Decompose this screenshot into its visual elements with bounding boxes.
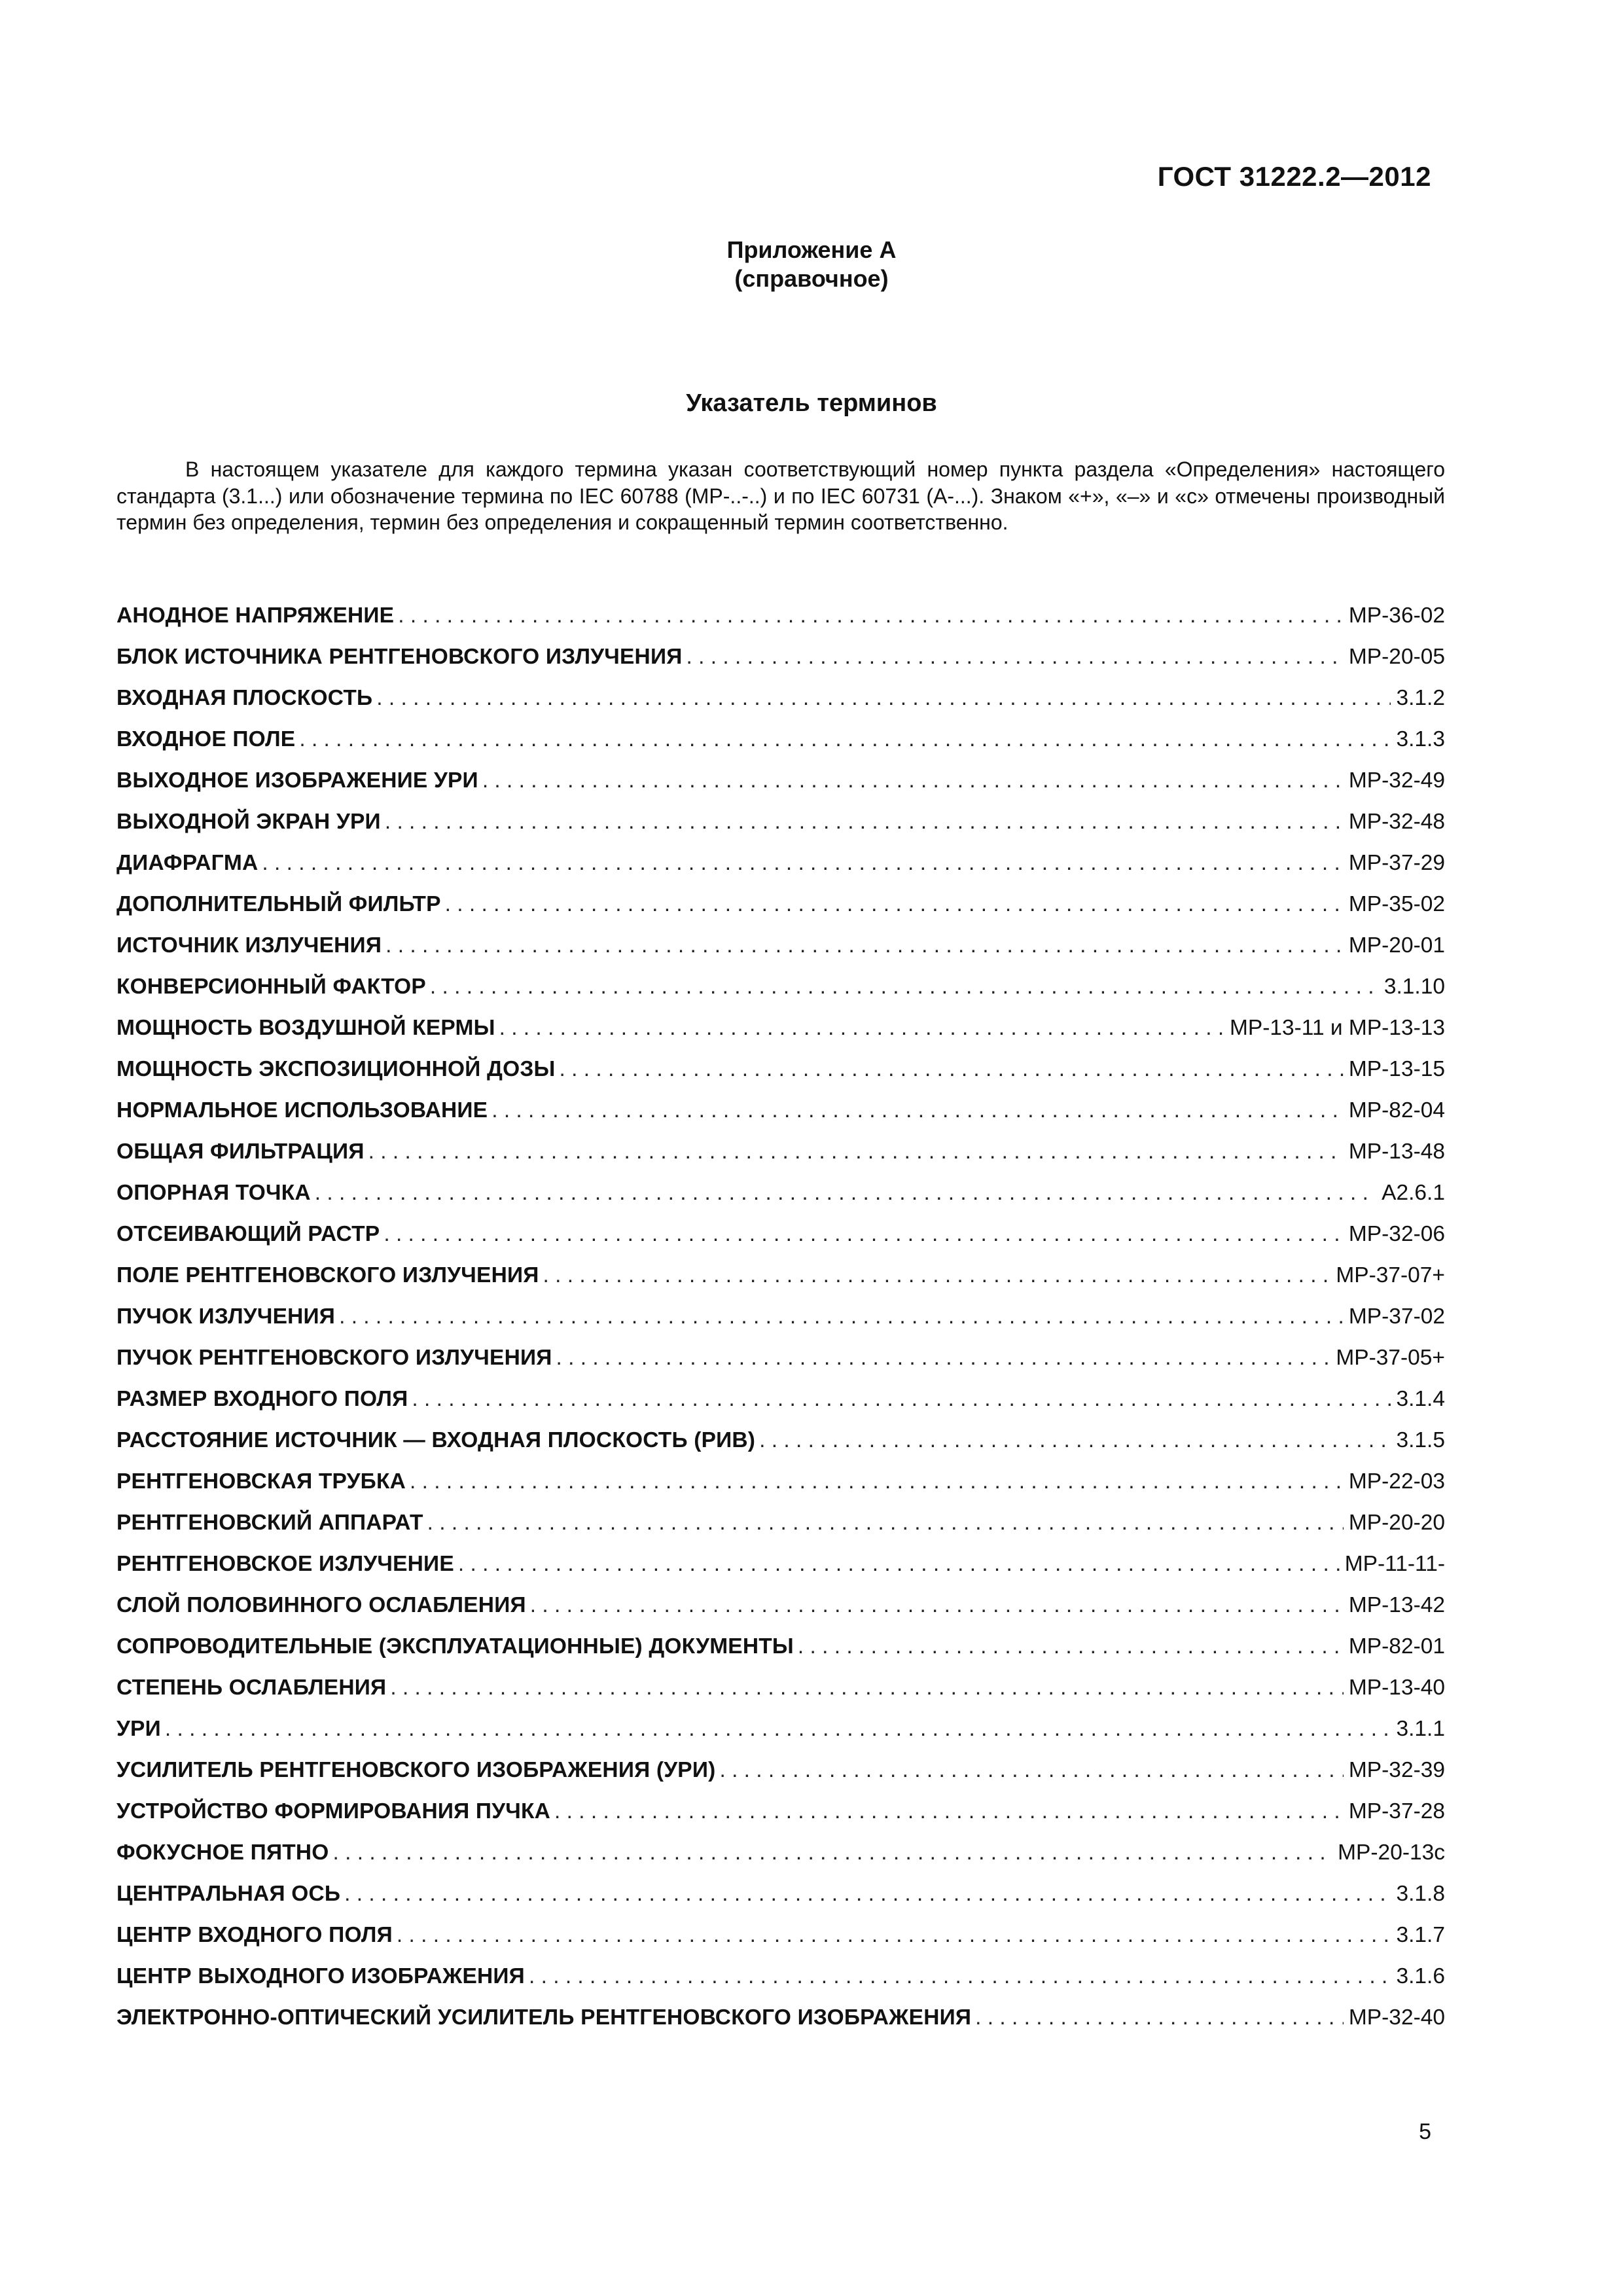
index-entry-reference: МР-32-06 bbox=[1348, 1222, 1445, 1246]
index-entry bbox=[116, 1552, 1445, 1593]
dot-leader bbox=[556, 1346, 1331, 1371]
index-entry-term: ДИАФРАГМА bbox=[116, 851, 259, 875]
term-index-list bbox=[116, 603, 1445, 2047]
index-entry-reference: 3.1.5 bbox=[1396, 1428, 1445, 1452]
index-entry-term: НОРМАЛЬНОЕ ИСПОЛЬЗОВАНИЕ bbox=[116, 1098, 488, 1122]
index-entry-reference: МР-32-40 bbox=[1348, 2005, 1445, 2030]
intro-paragraph: В настоящем указателе для каждого термина указан соответствующий номер пункта раздела «Определения» настоящего стандарта (3.1...) или обозначение термина по IEC 60788 (МР-..-..) и по IEC 60731 (А-...). Знаком «+», «–» и «с» отмечены производный термин без определения, термин без определения и сокращенный термин соответственно. bbox=[116, 457, 1445, 534]
index-entry-reference: МР-22-03 bbox=[1348, 1469, 1445, 1494]
index-entry-reference: МР-37-02 bbox=[1348, 1304, 1445, 1329]
index-entry-reference: 3.1.8 bbox=[1396, 1882, 1445, 1906]
index-entry-reference: МР-82-01 bbox=[1348, 1634, 1445, 1659]
index-entry-term: ЦЕНТР ВХОДНОГО ПОЛЯ bbox=[116, 1923, 393, 1947]
index-entry-reference: МР-13-40 bbox=[1348, 1676, 1445, 1700]
index-entry-reference: МР-37-05+ bbox=[1336, 1346, 1445, 1370]
dot-leader bbox=[554, 1799, 1344, 1824]
dot-leader bbox=[410, 1469, 1344, 1494]
index-entry-term: ОПОРНАЯ ТОЧКА bbox=[116, 1181, 311, 1205]
index-entry-reference: МР-20-05 bbox=[1348, 645, 1445, 669]
index-entry bbox=[116, 1923, 1445, 1964]
index-entry-reference: 3.1.6 bbox=[1396, 1964, 1445, 1988]
index-entry-reference: МР-35-02 bbox=[1348, 892, 1445, 916]
index-entry bbox=[116, 686, 1445, 727]
index-entry-term: МОЩНОСТЬ ВОЗДУШНОЙ КЕРМЫ bbox=[116, 1016, 495, 1040]
index-entry bbox=[116, 933, 1445, 975]
index-entry-term: СОПРОВОДИТЕЛЬНЫЕ (ЭКСПЛУАТАЦИОННЫЕ) ДОКУМЕНТЫ bbox=[116, 1634, 794, 1659]
index-entry-term: СЛОЙ ПОЛОВИННОГО ОСЛАБЛЕНИЯ bbox=[116, 1593, 526, 1617]
index-entry-term: РАССТОЯНИЕ ИСТОЧНИК — ВХОДНАЯ ПЛОСКОСТЬ (РИВ) bbox=[116, 1428, 756, 1452]
dot-leader bbox=[530, 1593, 1344, 1618]
index-entry-term: ПУЧОК РЕНТГЕНОВСКОГО ИЗЛУЧЕНИЯ bbox=[116, 1346, 552, 1370]
index-entry bbox=[116, 1634, 1445, 1676]
appendix-heading bbox=[0, 236, 1623, 293]
index-entry-reference: 3.1.7 bbox=[1396, 1923, 1445, 1947]
index-entry-reference: МР-13-42 bbox=[1348, 1593, 1445, 1617]
index-entry bbox=[116, 2005, 1445, 2047]
index-entry bbox=[116, 810, 1445, 851]
dot-leader bbox=[339, 1304, 1344, 1329]
index-entry-reference: 3.1.1 bbox=[1396, 1717, 1445, 1741]
index-entry bbox=[116, 1222, 1445, 1263]
dot-leader bbox=[368, 1139, 1344, 1164]
dot-leader bbox=[759, 1428, 1391, 1453]
standard-designation: ГОСТ 31222.2—2012 bbox=[1157, 161, 1431, 192]
index-entry-reference: 3.1.4 bbox=[1396, 1387, 1445, 1411]
index-entry bbox=[116, 975, 1445, 1016]
index-entry-reference: МР-32-48 bbox=[1348, 810, 1445, 834]
index-entry bbox=[116, 1263, 1445, 1304]
index-entry-term: ОБЩАЯ ФИЛЬТРАЦИЯ bbox=[116, 1139, 365, 1164]
index-entry bbox=[116, 1428, 1445, 1469]
dot-leader bbox=[719, 1758, 1343, 1783]
index-title: Указатель терминов bbox=[686, 389, 937, 417]
appendix-subtitle: (справочное) bbox=[734, 265, 889, 292]
index-entry-term: ЭЛЕКТРОННО-ОПТИЧЕСКИЙ УСИЛИТЕЛЬ РЕНТГЕНОВСКОГО ИЗОБРАЖЕНИЯ bbox=[116, 2005, 972, 2030]
dot-leader bbox=[344, 1882, 1391, 1907]
index-entry bbox=[116, 1098, 1445, 1139]
index-entry bbox=[116, 1758, 1445, 1799]
index-entry bbox=[116, 727, 1445, 768]
dot-leader bbox=[398, 603, 1344, 628]
index-entry-term: ФОКУСНОЕ ПЯТНО bbox=[116, 1840, 329, 1865]
dot-leader bbox=[560, 1057, 1344, 1082]
index-entry bbox=[116, 645, 1445, 686]
index-entry bbox=[116, 1181, 1445, 1222]
index-entry-term: МОЩНОСТЬ ЭКСПОЗИЦИОННОЙ ДОЗЫ bbox=[116, 1057, 556, 1081]
dot-leader bbox=[262, 851, 1344, 876]
index-entry-reference: МР-13-11 и МР-13-13 bbox=[1229, 1016, 1445, 1040]
index-entry bbox=[116, 1840, 1445, 1882]
index-entry-reference: МР-36-02 bbox=[1348, 603, 1445, 628]
index-entry-term: УРИ bbox=[116, 1717, 161, 1741]
index-entry-reference: МР-20-13с bbox=[1338, 1840, 1445, 1865]
index-entry-term: ВХОДНОЕ ПОЛЕ bbox=[116, 727, 296, 751]
index-entry-term: КОНВЕРСИОННЫЙ ФАКТОР bbox=[116, 975, 426, 999]
dot-leader bbox=[427, 1511, 1344, 1535]
dot-leader bbox=[529, 1964, 1391, 1989]
index-entry-reference: МР-32-49 bbox=[1348, 768, 1445, 793]
index-entry-reference: МР-82-04 bbox=[1348, 1098, 1445, 1122]
index-entry-reference: МР-37-07+ bbox=[1336, 1263, 1445, 1287]
index-entry bbox=[116, 1593, 1445, 1634]
dot-leader bbox=[165, 1717, 1391, 1742]
index-entry-reference: 3.1.10 bbox=[1383, 975, 1445, 999]
dot-leader bbox=[482, 768, 1344, 793]
dot-leader bbox=[458, 1552, 1340, 1577]
index-entry-term: ВЫХОДНОЕ ИЗОБРАЖЕНИЕ УРИ bbox=[116, 768, 478, 793]
index-entry-term: ДОПОЛНИТЕЛЬНЫЙ ФИЛЬТР bbox=[116, 892, 441, 916]
index-entry bbox=[116, 1016, 1445, 1057]
index-entry-term: УСТРОЙСТВО ФОРМИРОВАНИЯ ПУЧКА bbox=[116, 1799, 551, 1823]
dot-leader bbox=[975, 2005, 1344, 2030]
index-entry bbox=[116, 1469, 1445, 1511]
index-entry-reference: МР-11-11- bbox=[1344, 1552, 1445, 1576]
index-entry-reference: МР-13-48 bbox=[1348, 1139, 1445, 1164]
index-entry-term: ВХОДНАЯ ПЛОСКОСТЬ bbox=[116, 686, 373, 710]
index-entry bbox=[116, 768, 1445, 810]
index-entry-term: СТЕПЕНЬ ОСЛАБЛЕНИЯ bbox=[116, 1676, 387, 1700]
index-entry-reference: МР-13-15 bbox=[1348, 1057, 1445, 1081]
index-entry-term: ОТСЕИВАЮЩИЙ РАСТР bbox=[116, 1222, 380, 1246]
index-entry-term: ВЫХОДНОЙ ЭКРАН УРИ bbox=[116, 810, 381, 834]
dot-leader bbox=[383, 1222, 1344, 1247]
dot-leader bbox=[385, 933, 1344, 958]
index-entry-reference: МР-32-39 bbox=[1348, 1758, 1445, 1782]
dot-leader bbox=[798, 1634, 1344, 1659]
dot-leader bbox=[491, 1098, 1344, 1123]
dot-leader bbox=[385, 810, 1344, 834]
index-entry bbox=[116, 1057, 1445, 1098]
index-entry-term: ИСТОЧНИК ИЗЛУЧЕНИЯ bbox=[116, 933, 382, 958]
index-entry-reference: МР-37-29 bbox=[1348, 851, 1445, 875]
index-entry-reference: 3.1.2 bbox=[1396, 686, 1445, 710]
dot-leader bbox=[376, 686, 1391, 711]
index-entry-term: ПОЛЕ РЕНТГЕНОВСКОГО ИЗЛУЧЕНИЯ bbox=[116, 1263, 539, 1287]
dot-leader bbox=[445, 892, 1344, 917]
index-entry-reference: А2.6.1 bbox=[1382, 1181, 1445, 1205]
dot-leader bbox=[333, 1840, 1333, 1865]
index-entry-term: ЦЕНТРАЛЬНАЯ ОСЬ bbox=[116, 1882, 341, 1906]
index-entry-term: БЛОК ИСТОЧНИКА РЕНТГЕНОВСКОГО ИЗЛУЧЕНИЯ bbox=[116, 645, 683, 669]
index-entry-term: АНОДНОЕ НАПРЯЖЕНИЕ bbox=[116, 603, 395, 628]
index-entry-term: РЕНТГЕНОВСКАЯ ТРУБКА bbox=[116, 1469, 406, 1494]
index-entry bbox=[116, 603, 1445, 645]
index-entry-term: УСИЛИТЕЛЬ РЕНТГЕНОВСКОГО ИЗОБРАЖЕНИЯ (УРИ) bbox=[116, 1758, 716, 1782]
index-entry bbox=[116, 1346, 1445, 1387]
index-entry-term: РЕНТГЕНОВСКИЙ АППАРАТ bbox=[116, 1511, 423, 1535]
index-entry-term: ЦЕНТР ВЫХОДНОГО ИЗОБРАЖЕНИЯ bbox=[116, 1964, 525, 1988]
index-entry bbox=[116, 1511, 1445, 1552]
dot-leader bbox=[430, 975, 1379, 999]
index-entry bbox=[116, 892, 1445, 933]
dot-leader bbox=[499, 1016, 1224, 1041]
dot-leader bbox=[390, 1676, 1344, 1700]
index-entry bbox=[116, 1676, 1445, 1717]
index-entry bbox=[116, 1387, 1445, 1428]
index-entry bbox=[116, 1139, 1445, 1181]
dot-leader bbox=[543, 1263, 1331, 1288]
dot-leader bbox=[687, 645, 1344, 670]
index-entry-term: ПУЧОК ИЗЛУЧЕНИЯ bbox=[116, 1304, 336, 1329]
dot-leader bbox=[315, 1181, 1376, 1206]
page-number: 5 bbox=[1419, 2119, 1431, 2144]
dot-leader bbox=[397, 1923, 1391, 1948]
index-entry bbox=[116, 1964, 1445, 2005]
index-entry bbox=[116, 1717, 1445, 1758]
index-entry bbox=[116, 1304, 1445, 1346]
index-entry-reference: МР-37-28 bbox=[1348, 1799, 1445, 1823]
dot-leader bbox=[299, 727, 1391, 752]
index-entry bbox=[116, 851, 1445, 892]
dot-leader bbox=[412, 1387, 1391, 1412]
index-entry-reference: МР-20-01 bbox=[1348, 933, 1445, 958]
index-entry-reference: 3.1.3 bbox=[1396, 727, 1445, 751]
index-entry bbox=[116, 1882, 1445, 1923]
index-entry-term: РЕНТГЕНОВСКОЕ ИЗЛУЧЕНИЕ bbox=[116, 1552, 454, 1576]
index-entry-term: РАЗМЕР ВХОДНОГО ПОЛЯ bbox=[116, 1387, 408, 1411]
index-entry bbox=[116, 1799, 1445, 1840]
index-entry-reference: МР-20-20 bbox=[1348, 1511, 1445, 1535]
appendix-title: Приложение А bbox=[726, 236, 897, 263]
